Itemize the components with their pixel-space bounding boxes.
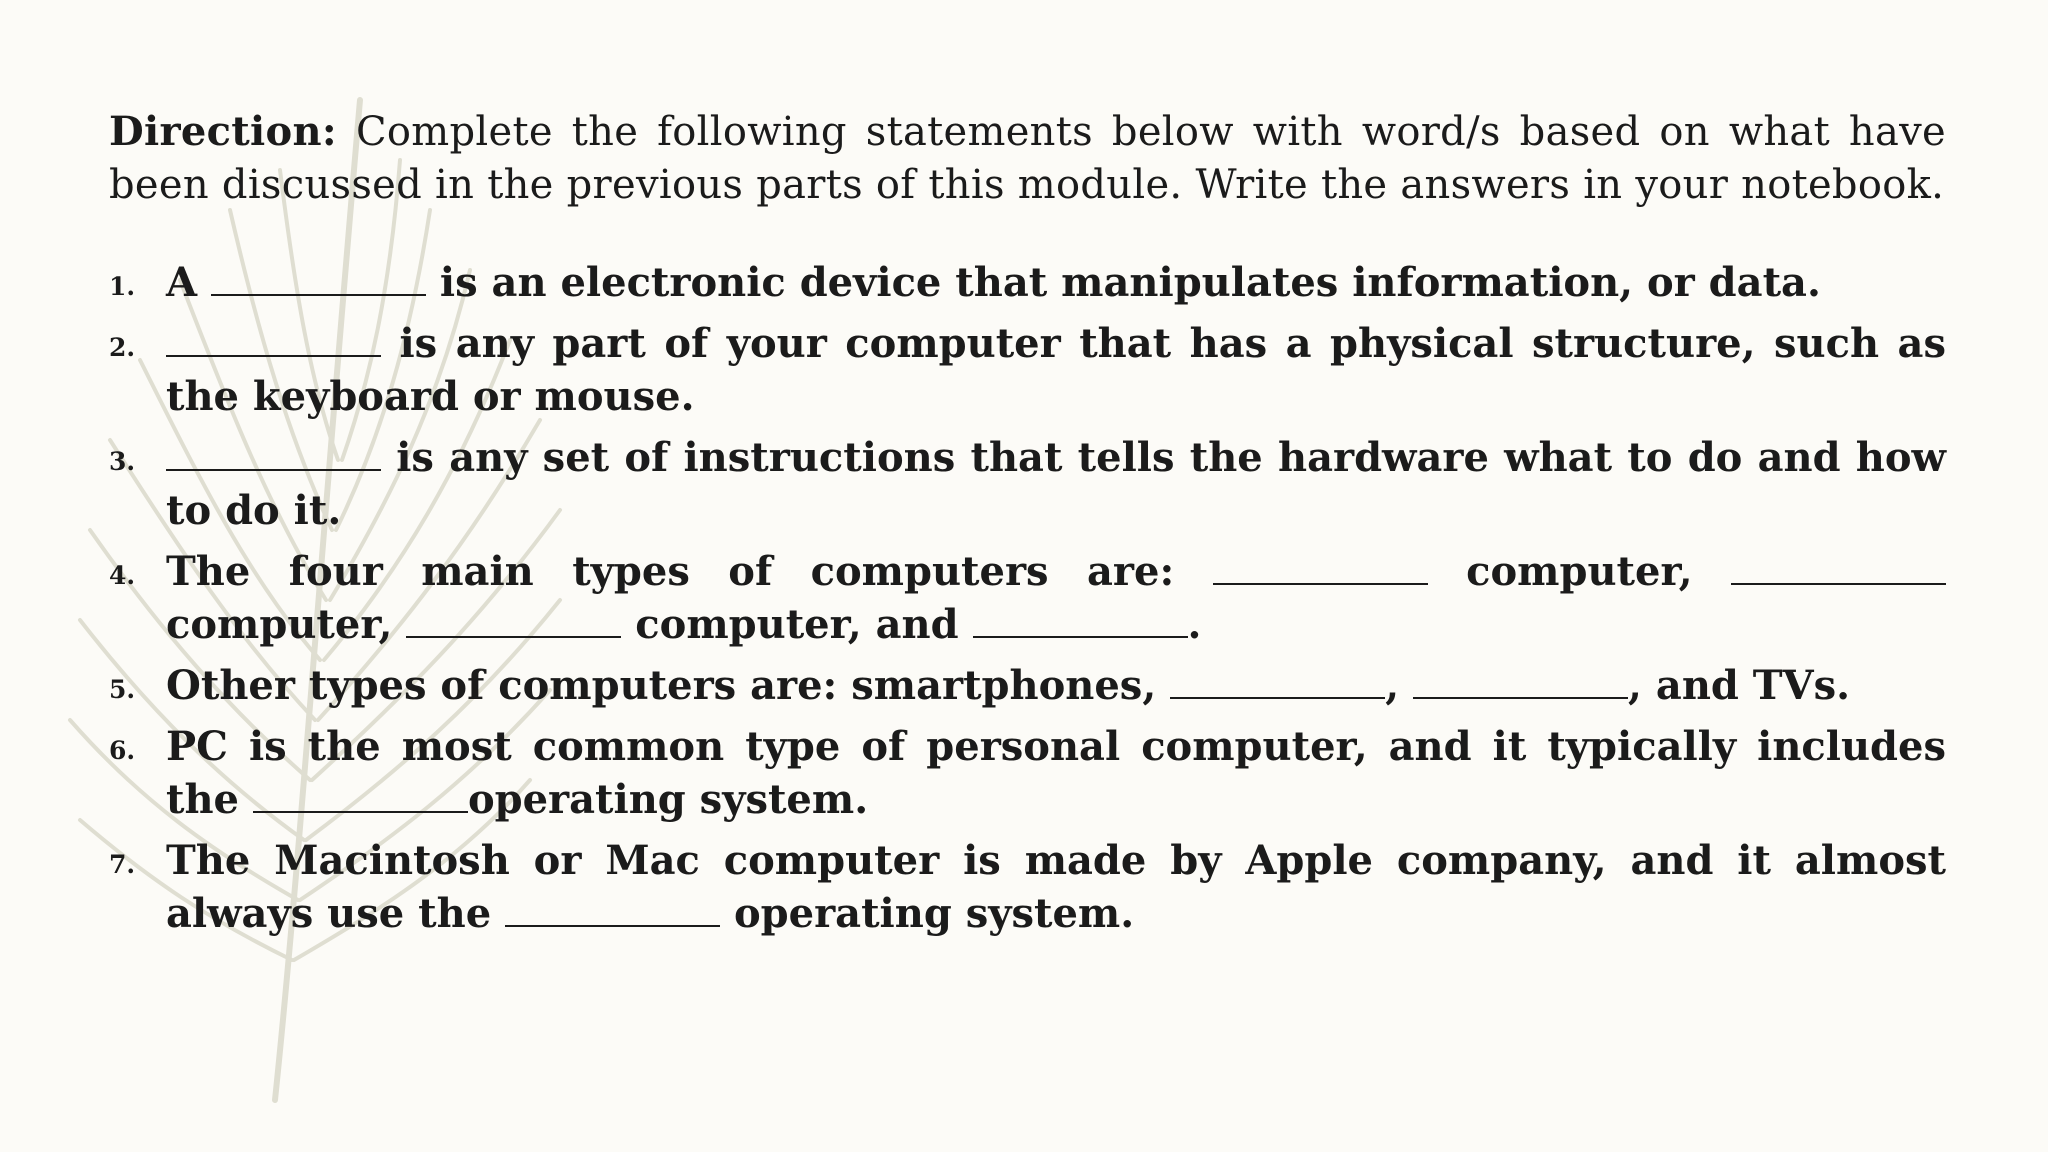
statement-text: . — [1187, 601, 1202, 648]
statement-4 — [109, 545, 1946, 651]
statement-number: 1. — [109, 272, 136, 301]
answer-blank[interactable] — [406, 600, 621, 638]
statement-text: The four main types of computers are: — [166, 548, 1213, 595]
statement-number: 7. — [109, 850, 136, 879]
statement-text: , — [1385, 662, 1414, 709]
statement-number: 5. — [109, 675, 136, 704]
answer-blank[interactable] — [253, 775, 468, 813]
answer-blank[interactable] — [166, 433, 381, 471]
statement-number: 2. — [109, 333, 136, 362]
statement-text: PC is the most common type of personal computer, and it typically includes the — [166, 723, 1946, 823]
direction-text: Complete the following statements below with word/s based on what have been discussed in the previous parts of this module. Write the answers in your notebook. — [109, 109, 1946, 208]
statement-number: 3. — [109, 447, 136, 476]
direction-label: Direction: — [109, 108, 337, 155]
statement-text: A — [166, 259, 198, 306]
statement-number: 6. — [109, 736, 136, 765]
statement-7 — [109, 834, 1946, 940]
statement-text: is any set of instructions that tells the hardware what to do and how to do it. — [166, 434, 1946, 534]
answer-blank[interactable] — [211, 258, 426, 296]
statement-1 — [109, 256, 1946, 309]
statement-text: operating system. — [720, 890, 1135, 937]
statement-text: computer, and — [621, 601, 973, 648]
answer-blank[interactable] — [1731, 547, 1946, 585]
direction-paragraph — [109, 105, 1946, 212]
answer-blank[interactable] — [505, 889, 720, 927]
answer-blank[interactable] — [1170, 661, 1385, 699]
statement-2 — [109, 317, 1946, 423]
statement-text: operating system. — [467, 776, 869, 823]
statement-text: , and TVs. — [1628, 662, 1851, 709]
statement-text: computer, — [1427, 548, 1731, 595]
answer-blank[interactable] — [1213, 547, 1428, 585]
statement-5 — [109, 659, 1946, 712]
statement-list — [109, 256, 1946, 940]
statement-text: Other types of computers are: smartphones, — [166, 662, 1171, 709]
answer-blank[interactable] — [1413, 661, 1628, 699]
answer-blank[interactable] — [166, 319, 381, 357]
statement-6 — [109, 720, 1946, 826]
statement-text: The Macintosh or Mac computer is made by Apple company, and it almost always use the — [166, 837, 1946, 937]
statement-text: is an electronic device that manipulates information, or data. — [425, 259, 1821, 306]
answer-blank[interactable] — [973, 600, 1188, 638]
worksheet — [109, 105, 1946, 948]
statement-text: is any part of your computer that has a physical structure, such as the keyboard or mouse. — [166, 320, 1946, 420]
statement-text: computer, — [166, 601, 407, 648]
statement-3 — [109, 431, 1946, 537]
statement-number: 4. — [109, 561, 136, 590]
